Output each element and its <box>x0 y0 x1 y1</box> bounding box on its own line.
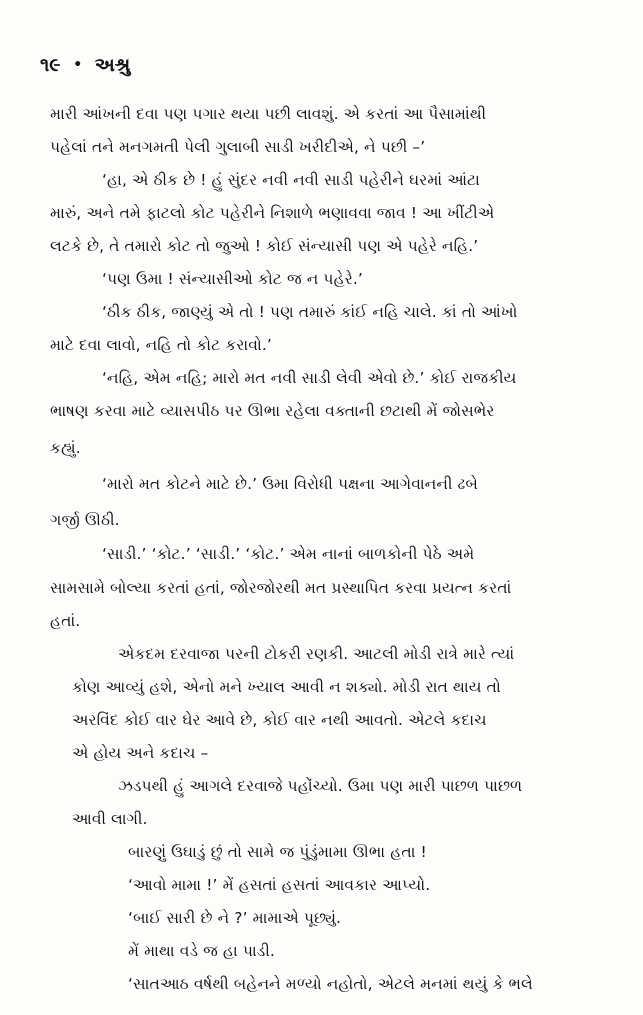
text-line: ‘હા, એ ઠીક છે ! હું સુંદર નવી નવી સાડી પહેરીને ઘરમાં આંટા <box>102 171 480 189</box>
text-line: પહેલાં તને મનગમતી પેલી ગુલાબી સાડી ખરીદીએ, ને પછી –’ <box>50 138 426 156</box>
text-line: ‘આવો મામા !’ મેં હસતાં હસતાં આવકાર આપ્યો. <box>128 876 431 894</box>
text-line: ‘ઠીક ઠીક, જાણ્યું એ તો ! પણ તમારું કાંઈ નહિ ચાલે. કાં તો આંખો <box>102 303 518 321</box>
text-line: ‘બાઈ સારી છે ને ?’ મામાએ પૂછ્યું. <box>128 909 342 927</box>
text-line: મારી આંખની દવા પણ પગાર થયા પછી લાવશું. એ કરતાં આ પૈસામાંથી <box>50 105 487 123</box>
text-line: બારણું ઉઘાડું છું તો સામે જ પુંડુંમામા ઊભા હતા ! <box>128 843 427 861</box>
text-line: ગર્જી ઊઠી. <box>50 511 120 529</box>
text-line: એકદમ દરવાજા પરની ટોકરી રણકી. આટલી મોડી રાત્રે મારે ત્યાં <box>118 645 515 663</box>
text-line: મેં માથા વડે જ હા પાડી. <box>128 942 275 960</box>
page-number: ૧૯ <box>40 54 61 76</box>
text-line: હતાં. <box>50 612 81 630</box>
text-line: કહ્યું. <box>50 439 81 457</box>
text-line: એ હોય અને કદાચ – <box>72 744 209 762</box>
text-line: અરવિંદ કોઈ વાર ઘેર આવે છે, કોઈ વાર નથી આવતો. એટલે કદાચ <box>72 711 487 729</box>
text-line: ઝડપથી હું આગલે દરવાજે પહોંચ્યો. ઉમા પણ મારી પાછળ પાછળ <box>118 777 523 795</box>
text-line: મારું, અને તમે ફાટલો કોટ પહેરીને નિશાળે ભણાવવા જાવ ! આ ખીંટીએ <box>50 204 495 222</box>
text-line: કોણ આવ્યું હશે, એનો મને ખ્યાલ આવી ન શક્યો. મોડી રાત થાય તો <box>72 678 501 696</box>
text-line: માટે દવા લાવો, નહિ તો કોટ કરાવો.’ <box>50 336 272 354</box>
text-line: ‘નહિ, એમ નહિ; મારો મત નવી સાડી લેવી એવો છે.’ કોઈ રાજકીય <box>102 369 517 387</box>
text-line: ‘પણ ઉમા ! સંન્યાસીઓ કોટ જ ન પહેરે.’ <box>102 270 363 288</box>
text-line: ‘સાડી.’ ‘કોટ.’ ‘સાડી.’ ‘કોટ.’ એમ નાનાં બાળકોની પેઠે અમે <box>102 545 475 563</box>
text-line: આવી લાગી. <box>72 810 148 828</box>
text-line: ભાષણ કરવા માટે વ્યાસપીઠ પર ઊભા રહેલા વક્તાની છટાથી મેં જોસભેર <box>50 402 495 420</box>
book-title: અશ્રુ <box>94 54 131 76</box>
text-line: સામસામે બોલ્યા કરતાં હતાં, જોરજોરથી મત પ્રસ્થાપિત કરવા પ્રયત્ન કરતાં <box>50 579 512 597</box>
text-line: લટકે છે, તે તમારો કોટ તો જુઓ ! કોઈ સંન્યાસી પણ એ પહેરે નહિ.’ <box>50 237 479 255</box>
text-line: ‘સાતઆઠ વર્ષથી બહેનને મળ્યો નહોતો, એટલે મનમાં થયું કે ભલે <box>128 975 533 993</box>
text-line: ‘મારો મત કોટને માટે છે.’ ઉમા વિરોધી પક્ષના આગેવાનની ઢબે <box>102 475 478 493</box>
running-header <box>40 52 130 78</box>
header-separator: • <box>73 57 83 73</box>
